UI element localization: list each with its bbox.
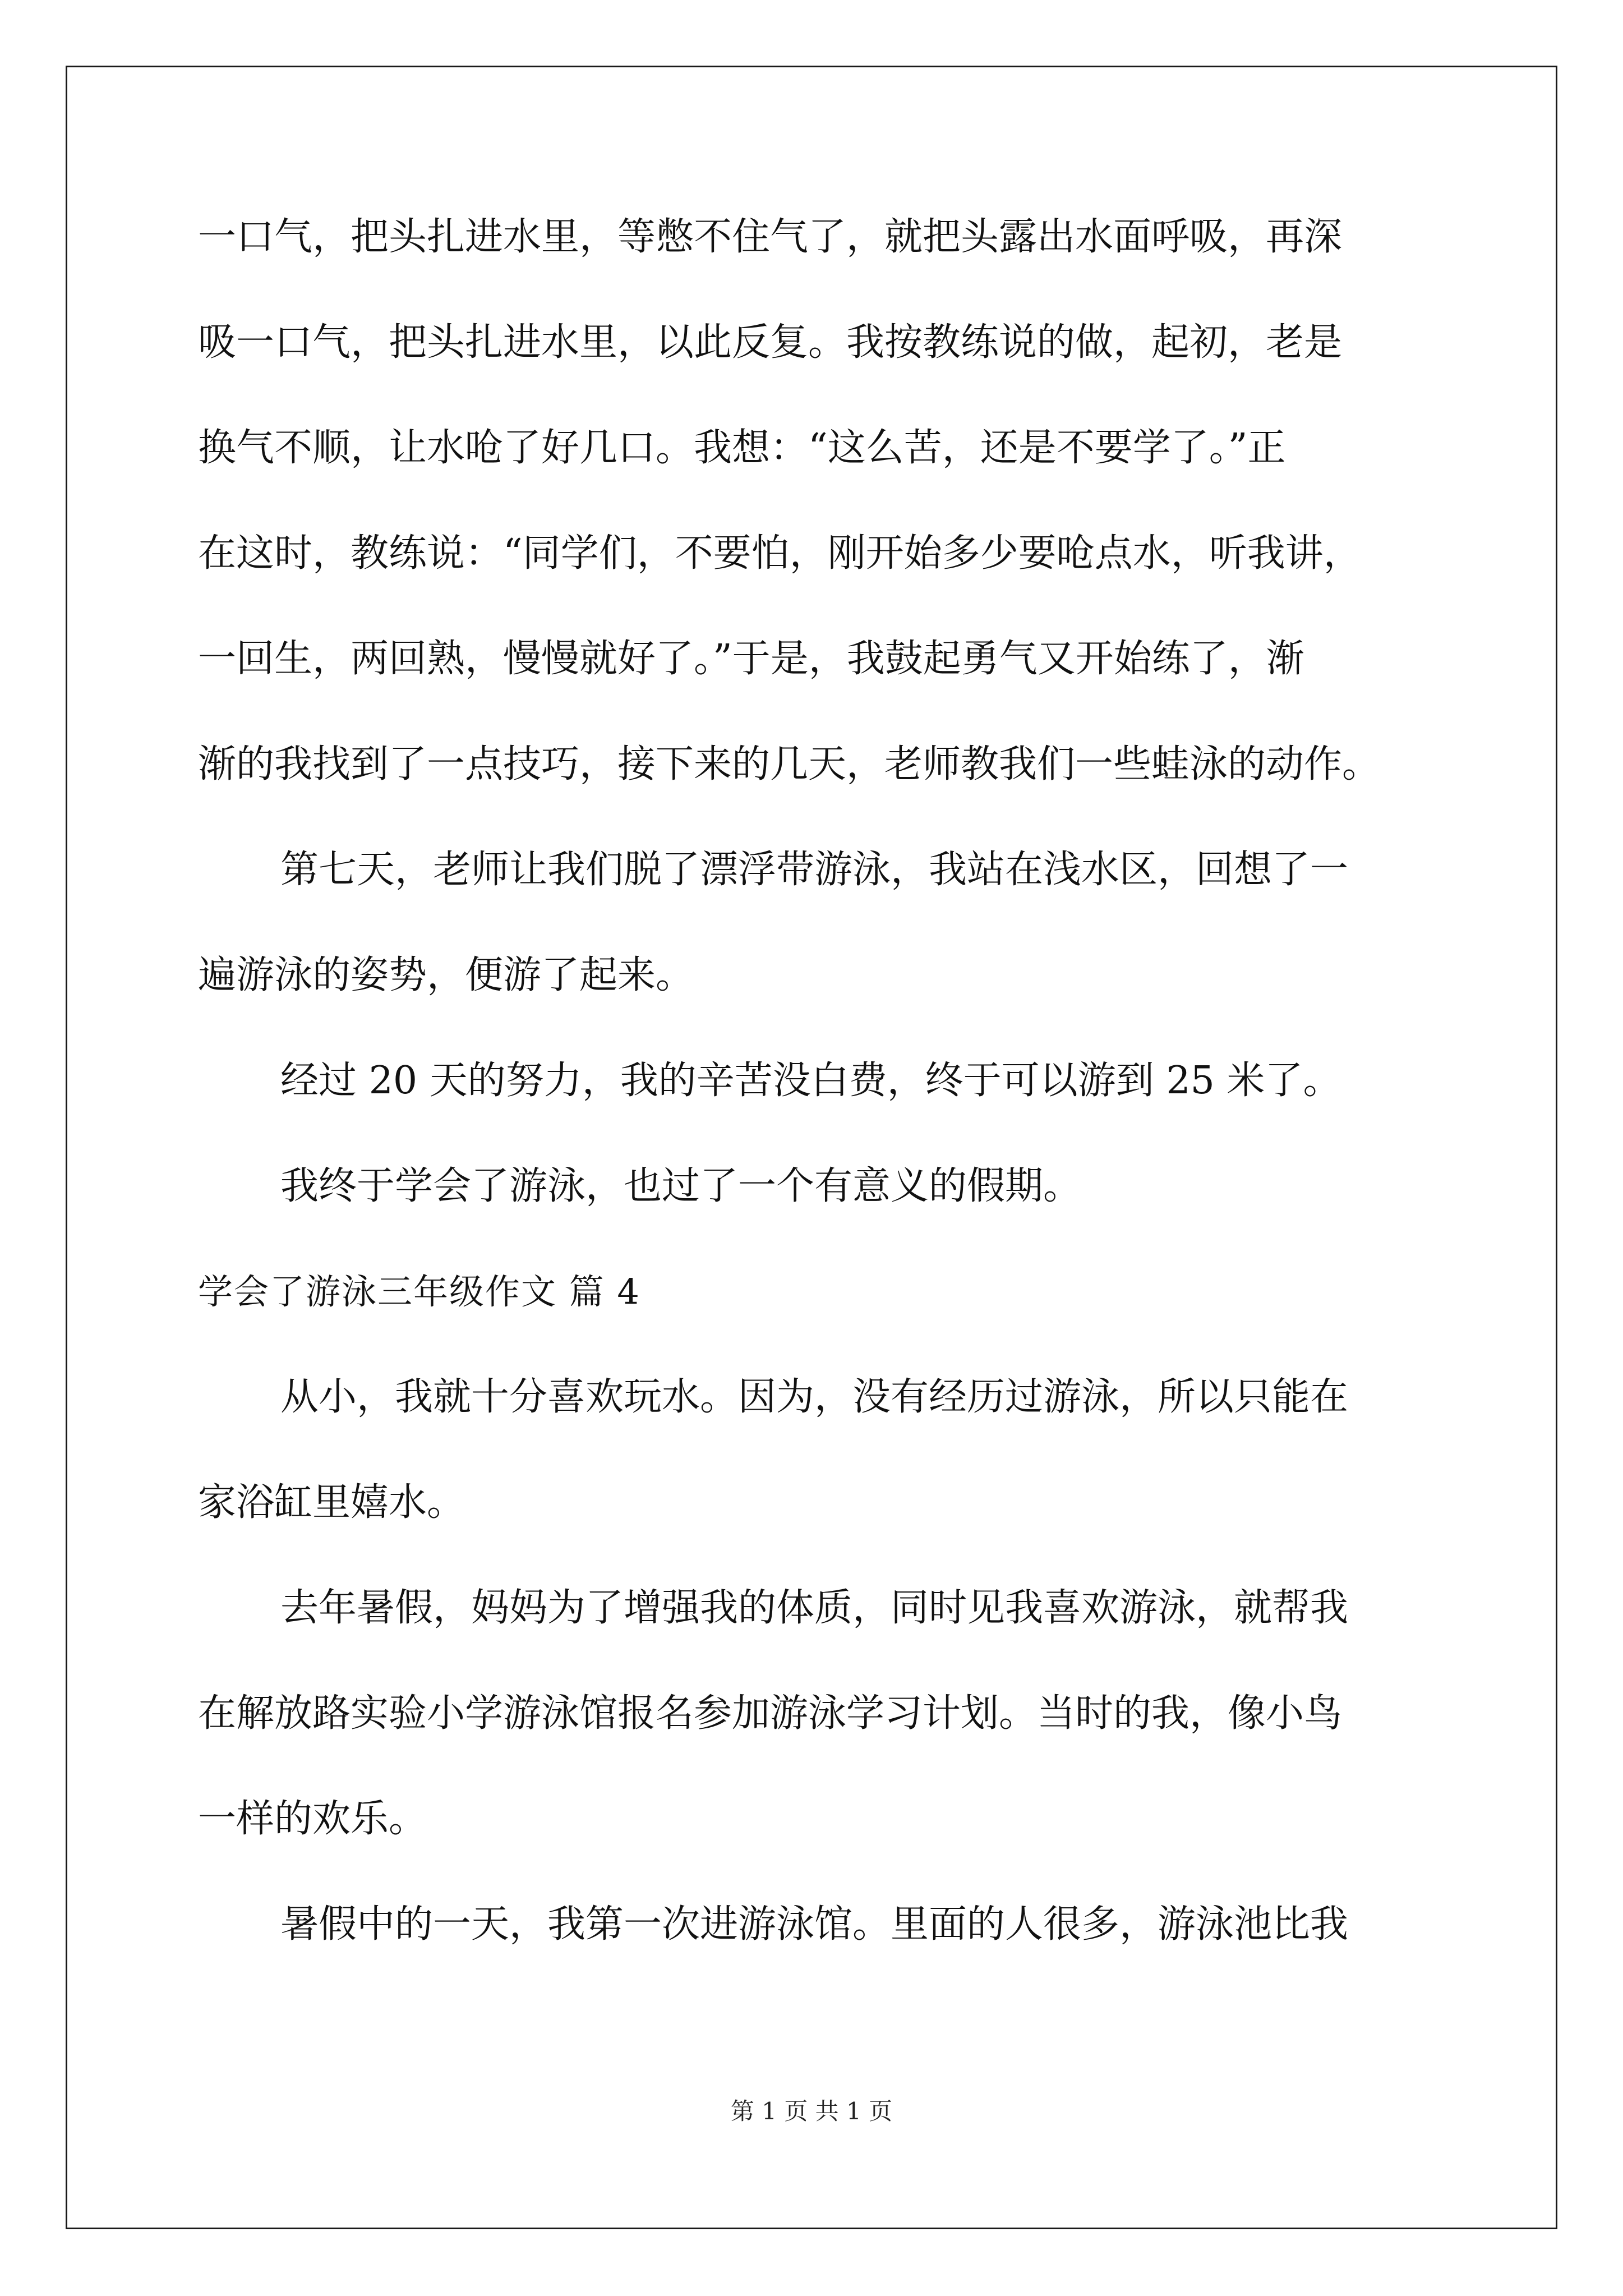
paragraph-start-line: 我终于学会了游泳，也过了一个有意义的假期。 (280, 1164, 1082, 1208)
paragraph-start-line: 第七天，老师让我们脱了漂浮带游泳，我站在浅水区，回想了一 (280, 848, 1349, 892)
text-line: 在解放路实验小学游泳馆报名参加游泳学习计划。当时的我，像小鸟 (198, 1691, 1343, 1736)
page-footer: 第 1 页 共 1 页 (730, 2097, 893, 2125)
text-line: 一回生，两回熟，慢慢就好了。”于是，我鼓起勇气又开始练了，渐 (198, 637, 1304, 681)
text-line: 一口气，把头扎进水里，等憋不住气了，就把头露出水面呼吸，再深 (198, 215, 1343, 259)
paragraph-start-line: 暑假中的一天，我第一次进游泳馆。里面的人很多，游泳池比我 (280, 1902, 1349, 1947)
text-line: 家浴缸里嬉水。 (198, 1480, 465, 1525)
text-line: 遍游泳的姿势，便游了起来。 (198, 953, 694, 997)
section-heading: 学会了游泳三年级作文 篇 4 (198, 1271, 640, 1312)
text-line: 在这时，教练说：“同学们，不要怕，刚开始多少要呛点水，听我讲， (198, 531, 1362, 576)
paragraph-start-line: 经过 20 天的努力，我的辛苦没白费，终于可以游到 25 米了。 (280, 1059, 1341, 1103)
text-line: 一样的欢乐。 (198, 1797, 427, 1841)
text-line: 换气不顺，让水呛了好几口。我想：“这么苦，还是不要学了。”正 (198, 426, 1286, 470)
text-line: 渐的我找到了一点技巧，接下来的几天，老师教我们一些蛙泳的动作。 (198, 742, 1381, 786)
paragraph-start-line: 从小，我就十分喜欢玩水。因为，没有经历过游泳，所以只能在 (280, 1375, 1349, 1419)
paragraph-start-line: 去年暑假，妈妈为了增强我的体质，同时见我喜欢游泳，就帮我 (280, 1586, 1349, 1630)
text-line: 吸一口气，把头扎进水里，以此反复。我按教练说的做，起初，老是 (198, 320, 1343, 365)
